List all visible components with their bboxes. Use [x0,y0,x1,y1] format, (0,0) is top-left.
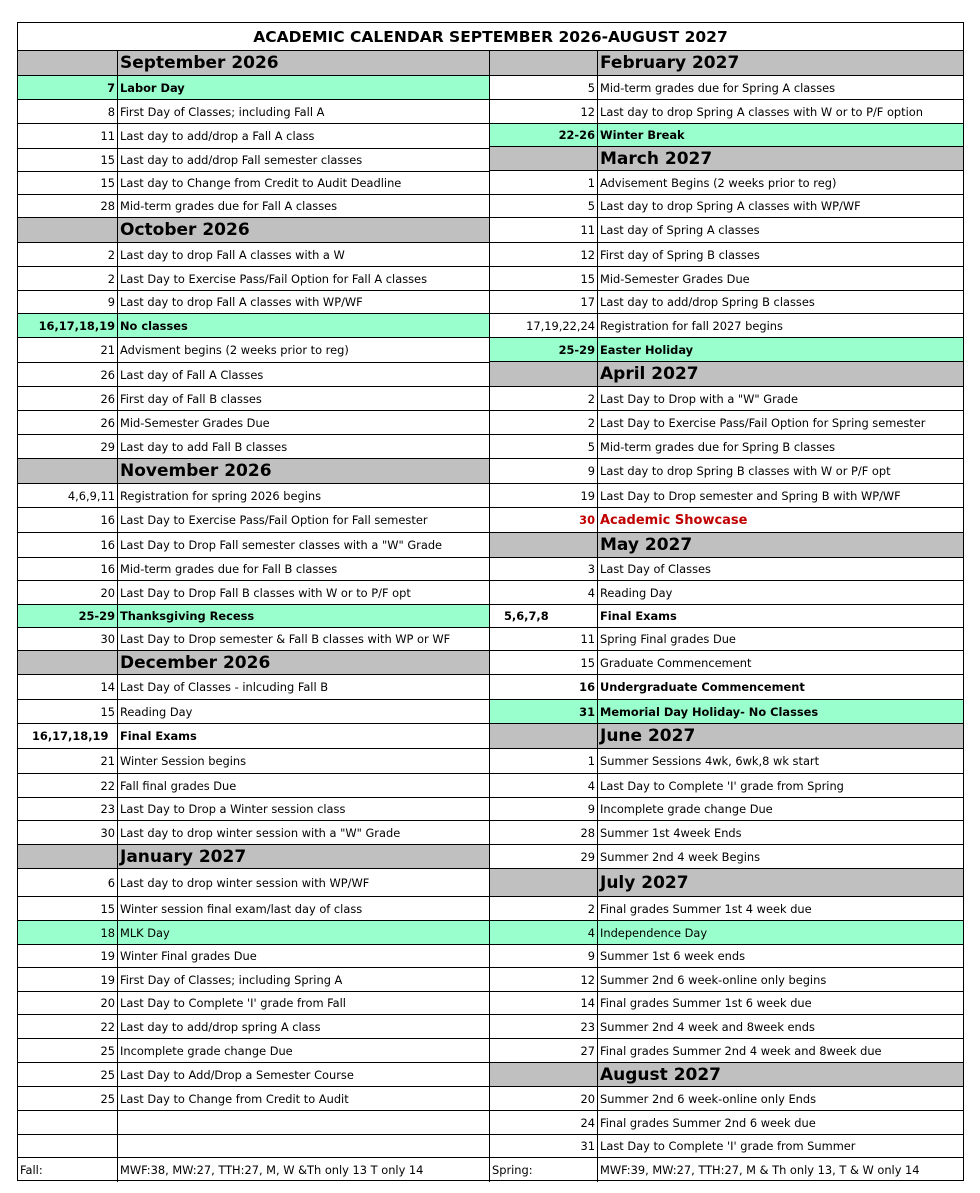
event-date: 26 [18,363,118,386]
calendar-row [490,945,963,968]
month-header-spacer [18,51,118,75]
month-label: July 2027 [600,872,689,893]
event-text: Incomplete grade change Due [600,802,773,816]
academic-calendar [17,22,964,1181]
event-date: 9 [490,798,598,820]
calendar-row [490,774,963,798]
event-date: 21 [18,338,118,362]
event-date: 12 [490,968,598,991]
event-text: Spring Final grades Due [600,632,736,646]
calendar-row [490,76,963,100]
event-text: Last day to add/drop Spring B classes [600,295,815,309]
month-label: June 2027 [600,726,696,746]
event-text: First Day of Classes; including Fall A [118,100,490,123]
event-text: Last day to Change from Credit to Audit Deadline [118,172,490,194]
event-text: Last Day to Exercise Pass/Fail Option for Fall A classes [118,267,490,290]
month-label: November 2026 [118,459,490,483]
calendar-row [18,897,490,921]
month-header-spacer [490,147,598,170]
calendar-row [490,195,963,218]
event-date: 30 [18,628,118,650]
calendar-row [18,195,490,218]
calendar-row [18,243,490,267]
event-date: 19 [18,945,118,967]
event-date: 2 [490,897,598,920]
calendar-row [490,749,963,774]
calendar-row [18,1087,490,1111]
footer-counts: MWF:39, MW:27, TTH:27, M & Th only 13, T & W only 14 [600,1163,920,1177]
calendar-row [18,798,490,821]
event-text: Summer 1st 6 week ends [600,949,746,963]
event-date: 2 [490,411,598,434]
event-text: First day of Spring B classes [600,247,760,262]
month-header-spacer [490,724,598,748]
event-text: Last Day to Drop semester and Spring B with WP/WF [600,488,901,503]
calendar-row [490,628,963,651]
event-text: Last day to add/drop a Fall A class [118,124,490,148]
calendar-row [18,869,490,897]
event-date: 4 [490,921,598,944]
calendar-row [490,1015,963,1039]
calendar-row [18,435,490,459]
calendar-row [18,558,490,581]
month-label: January 2027 [118,845,490,868]
calendar-row [18,749,490,774]
event-date: 25 [18,1039,118,1062]
event-date: 1 [490,171,598,194]
event-date: 16 [18,533,118,557]
event-text: Summer 2nd 6 week-online only begins [600,972,827,987]
event-date: 28 [490,821,598,844]
event-text: Easter Holiday [600,342,694,357]
event-date: 20 [18,992,118,1014]
event-date: 2 [18,267,118,290]
footer-term: Spring: [490,1158,598,1182]
event-date: 5,6,7,8 [490,605,598,627]
event-date: 4 [490,581,598,604]
event-text: Mid-Semester Grades Due [600,271,750,286]
calendar-row [490,314,963,338]
event-date: 22 [18,774,118,797]
month-header-spacer [490,533,598,557]
event-text: Last Day to Exercise Pass/Fail Option for Spring semester [600,415,926,430]
event-date [18,1135,118,1157]
calendar-row [490,992,963,1015]
event-date: 15 [18,172,118,194]
event-text: Last day to drop Fall A classes with a W [118,243,490,266]
calendar-row [490,387,963,411]
event-date: 5 [490,76,598,99]
event-text: Last day of Spring A classes [600,223,760,237]
calendar-row [18,1135,490,1158]
event-text: Memorial Day Holiday- No Classes [600,704,819,719]
event-text: Mid-term grades due for Fall A classes [118,195,490,217]
calendar-row [490,100,963,124]
event-date: 11 [490,218,598,242]
calendar-row [18,1111,490,1135]
event-date: 14 [18,675,118,699]
event-text: Last day to drop winter session with a "W" Grade [118,821,490,844]
event-text [118,1135,490,1157]
calendar-row [18,675,490,700]
event-text: Last Day to Drop with a "W" Grade [600,391,799,406]
event-date: 7 [18,76,118,99]
calendar-row [18,387,490,411]
event-date: 24 [490,1111,598,1134]
event-text: Registration for fall 2027 begins [600,318,783,333]
event-text: Reading Day [600,585,673,600]
event-date: 25 [18,1063,118,1086]
calendar-row [18,992,490,1015]
calendar-row [18,124,490,149]
event-date: 1 [490,749,598,773]
calendar-row [490,821,963,845]
calendar-row [18,1063,490,1087]
event-text: First Day of Classes; including Spring A [118,968,490,991]
event-date: 22 [18,1015,118,1038]
calendar-row [490,291,963,314]
event-text: No classes [118,314,490,337]
calendar-row [18,605,490,628]
event-text: Advisement Begins (2 weeks prior to reg) [600,175,837,190]
event-date: 2 [490,387,598,410]
month-label: May 2027 [600,535,693,555]
footer-term: Fall: [18,1158,118,1182]
month-header [490,362,963,387]
event-date: 21 [18,749,118,773]
event-date: 23 [18,798,118,820]
event-date: 20 [490,1087,598,1110]
event-text: Last day to drop Spring B classes with W or P/F opt [600,464,891,478]
footer-counts: MWF:38, MW:27, TTH:27, M, W &Th only 13 T only 14 [118,1158,490,1182]
month-label: March 2027 [600,148,713,169]
event-text: Advisment begins (2 weeks prior to reg) [118,338,490,362]
calendar-row [490,435,963,459]
event-date: 9 [490,945,598,967]
event-date: 22-26 [490,124,598,146]
calendar-row [490,605,963,628]
calendar-row [18,628,490,651]
calendar-row [18,821,490,845]
footer-row [490,1158,963,1182]
calendar-row [490,243,963,267]
calendar-row [490,1111,963,1135]
calendar-row [490,897,963,921]
event-text: Last Day of Classes [600,562,711,576]
calendar-row [490,1135,963,1158]
calendar-row [490,700,963,724]
event-text: Last Day to Complete 'I' grade from Summer [600,1139,856,1153]
calendar-row [490,1039,963,1063]
month-header-spacer [490,362,598,386]
right-column [490,51,963,1182]
calendar-row [18,774,490,798]
event-date: 4 [490,774,598,797]
event-date: 15 [490,651,598,674]
calendar-row [490,1087,963,1111]
event-text: Fall final grades Due [118,774,490,797]
event-text: Last day to drop winter session with WP/WF [118,869,490,896]
month-header-spacer [18,218,118,242]
month-header-spacer [490,51,598,75]
event-text: Final grades Summer 1st 4 week due [600,901,812,916]
event-text: Winter Final grades Due [118,945,490,967]
event-date: 5 [490,195,598,217]
month-header [18,218,490,243]
event-text: Last day to add/drop spring A class [118,1015,490,1038]
calendar-row [18,363,490,387]
event-date: 30 [490,508,598,532]
event-date: 16,17,18,19 [18,724,118,748]
calendar-title: ACADEMIC CALENDAR SEPTEMBER 2026-AUGUST 2027 [18,23,963,51]
event-text: Summer 2nd 6 week-online only Ends [600,1091,817,1106]
event-text: Summer 1st 4week Ends [600,825,742,840]
month-header [490,724,963,749]
event-text: Last Day to Drop semester & Fall B classes with WP or WF [118,628,490,650]
event-text [118,1111,490,1134]
event-text: Winter session final exam/last day of class [118,897,490,920]
event-text: Last day to add/drop Fall semester classes [118,149,490,171]
event-date: 27 [490,1039,598,1062]
calendar-row [18,484,490,508]
event-date: 8 [18,100,118,123]
calendar-row [490,218,963,243]
event-text: Mid-term grades due for Spring A classes [600,80,836,95]
event-text: Academic Showcase [600,512,748,528]
event-date: 14 [490,992,598,1014]
event-text: Reading Day [118,700,490,723]
event-text: Last Day to Drop Fall semester classes with a "W" Grade [118,533,490,557]
event-date: 29 [18,435,118,458]
event-text: Summer Sessions 4wk, 6wk,8 wk start [600,754,820,768]
calendar-row [18,508,490,533]
event-date: 31 [490,1135,598,1157]
month-header [18,845,490,869]
event-date: 12 [490,243,598,266]
event-date: 12 [490,100,598,123]
event-date: 23 [490,1015,598,1038]
calendar-row [18,314,490,338]
event-text: Mid-Semester Grades Due [118,411,490,434]
calendar-row [490,338,963,362]
calendar-row [18,267,490,291]
calendar-row [490,581,963,605]
event-text: Winter Session begins [118,749,490,773]
month-header [18,651,490,675]
footer-row [18,1158,490,1182]
calendar-row [490,459,963,484]
event-date: 30 [18,821,118,844]
event-text: Last day to add Fall B classes [118,435,490,458]
event-text: Mid-term grades due for Fall B classes [118,558,490,580]
month-label: October 2026 [118,218,490,242]
calendar-row [490,651,963,675]
event-date: 25 [18,1087,118,1110]
event-date: 20 [18,581,118,604]
event-text: Final Exams [600,609,677,623]
event-text: Final grades Summer 2nd 6 week due [600,1115,816,1130]
month-label: April 2027 [600,364,699,384]
event-date: 16 [18,558,118,580]
calendar-row [18,76,490,100]
event-date: 2 [18,243,118,266]
event-date: 17,19,22,24 [490,314,598,337]
event-date: 11 [18,124,118,148]
event-text: MLK Day [118,921,490,944]
event-date: 9 [18,291,118,313]
month-header [490,51,963,76]
calendar-row [18,968,490,992]
event-date: 9 [490,459,598,483]
month-header [490,1063,963,1087]
event-text: Last Day to Complete 'I' grade from Spring [600,778,844,793]
event-date: 5 [490,435,598,458]
event-text: Last day to drop Spring A classes with WP/WF [600,199,861,213]
event-date: 17 [490,291,598,313]
calendar-row [18,172,490,195]
month-header-spacer [490,1063,598,1086]
event-date: 25-29 [490,338,598,361]
event-text: First day of Fall B classes [118,387,490,410]
event-date: 4,6,9,11 [18,484,118,507]
calendar-row [18,338,490,363]
event-date: 15 [18,897,118,920]
event-text: Final grades Summer 2nd 4 week and 8week due [600,1043,882,1058]
event-text: Last day to drop Fall A classes with WP/WF [118,291,490,313]
calendar-row [18,724,490,749]
event-text: Summer 2nd 4 week and 8week ends [600,1019,815,1034]
month-header [18,51,490,76]
event-date: 26 [18,411,118,434]
event-date: 16 [18,508,118,532]
calendar-row [18,100,490,124]
event-text: Last day of Fall A Classes [118,363,490,386]
event-text: Last Day to Exercise Pass/Fail Option for Fall semester [118,508,490,532]
event-date [18,1111,118,1134]
event-date: 31 [490,700,598,723]
calendar-row [490,484,963,508]
event-text: Winter Break [600,128,685,142]
month-header-spacer [18,459,118,483]
calendar-row [490,968,963,992]
month-header-spacer [18,845,118,868]
event-text: Last Day to Add/Drop a Semester Course [118,1063,490,1086]
calendar-row [18,581,490,605]
event-date: 6 [18,869,118,896]
event-date: 16,17,18,19 [18,314,118,337]
event-text: Last Day to Change from Credit to Audit [118,1087,490,1110]
month-label: September 2026 [118,51,490,75]
event-date: 15 [18,149,118,171]
month-header-spacer [490,869,598,896]
calendar-row [18,533,490,558]
month-label: December 2026 [118,651,490,674]
calendar-row [490,411,963,435]
month-label: February 2027 [600,53,740,73]
calendar-row [490,267,963,291]
event-text: Last Day to Drop a Winter session class [118,798,490,820]
calendar-row [490,845,963,869]
calendar-row [18,1039,490,1063]
event-text: Final Exams [118,724,490,748]
event-date: 29 [490,845,598,868]
event-text: Last Day to Complete 'I' grade from Fall [118,992,490,1014]
event-text: Undergraduate Commencement [600,680,805,694]
event-date: 26 [18,387,118,410]
left-column [18,51,490,1182]
calendar-row [18,921,490,945]
event-date: 15 [490,267,598,290]
event-text: Independence Day [600,925,708,940]
event-text: Last Day of Classes - inlcuding Fall B [118,675,490,699]
event-date: 25-29 [18,605,118,627]
month-header-spacer [18,651,118,674]
event-date: 11 [490,628,598,650]
event-text: Mid-term grades due for Spring B classes [600,439,836,454]
calendar-row [490,124,963,147]
event-date: 3 [490,558,598,580]
event-date: 28 [18,195,118,217]
calendar-row [18,291,490,314]
calendar-row [490,171,963,195]
calendar-row [490,558,963,581]
event-text: Incomplete grade change Due [118,1039,490,1062]
month-header [18,459,490,484]
month-header [490,147,963,171]
event-date: 19 [18,968,118,991]
event-date: 16 [490,675,598,699]
calendar-row [18,1015,490,1039]
calendar-row [490,921,963,945]
event-text: Thanksgiving Recess [118,605,490,627]
month-label: August 2027 [600,1064,722,1085]
calendar-row [490,675,963,700]
event-date: 19 [490,484,598,507]
calendar-row [490,508,963,533]
event-text: Last Day to Drop Fall B classes with W or to P/F opt [118,581,490,604]
event-text: Registration for spring 2026 begins [118,484,490,507]
calendar-row [18,411,490,435]
event-text: Labor Day [118,76,490,99]
calendar-row [18,149,490,172]
month-header [490,869,963,897]
event-text: Final grades Summer 1st 6 week due [600,996,812,1010]
event-date: 18 [18,921,118,944]
month-header [490,533,963,558]
calendar-row [490,798,963,821]
event-date: 15 [18,700,118,723]
calendar-row [18,700,490,724]
event-text: Summer 2nd 4 week Begins [600,849,761,864]
event-text: Last day to drop Spring A classes with W or to P/F option [600,104,923,119]
calendar-row [18,945,490,968]
event-text: Graduate Commencement [600,655,752,670]
